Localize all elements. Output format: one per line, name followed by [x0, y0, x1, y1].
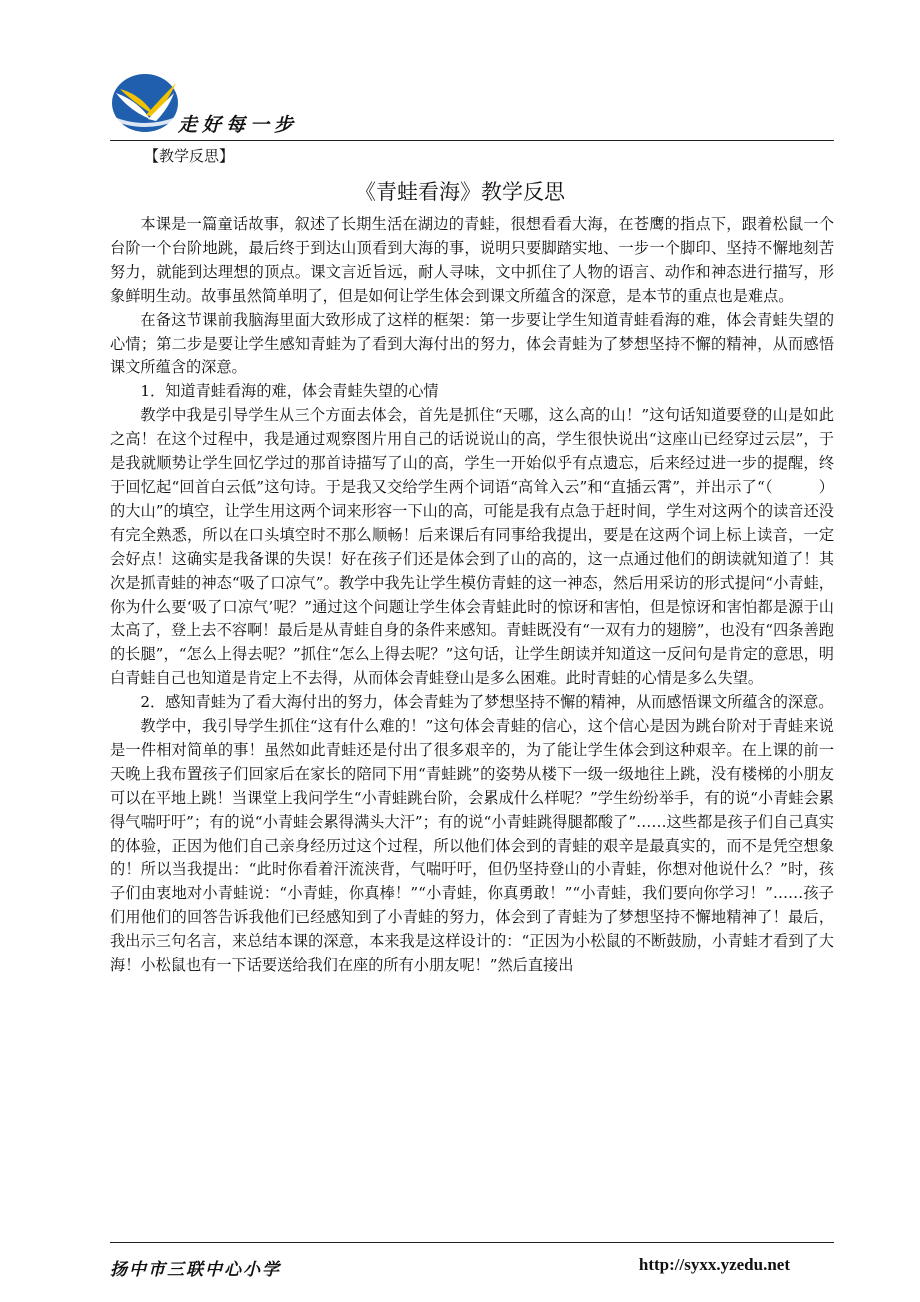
footer-school-name: 扬中市三联中心小学: [110, 1260, 281, 1280]
paragraph: 2．感知青蛙为了看大海付出的努力，体会青蛙为了梦想坚持不懈的精神，从而感悟课文所蕴含的深意。: [140, 693, 834, 712]
paragraph: 在备这节课前我脑海里面大致形成了这样的框架：第一步要让学生知道青蛙看海的难，体会青蛙失望的心情；第二步是要让学生感知青蛙为了看到大海付出的努力，体会青蛙为了梦想坚持不懈的精神，从而感悟课文所蕴含的深意。: [110, 310, 834, 377]
school-motto: 走好每一步: [178, 114, 299, 136]
document-body: [110, 213, 834, 978]
document-title: 《青蛙看海》教学反思: [355, 180, 565, 204]
paragraph: 本课是一篇童话故事，叙述了长期生活在湖边的青蛙，很想看看大海，在苍鹰的指点下，跟着松鼠一个台阶一个台阶地跳，最后终于到达山顶看到大海的事，说明只要脚踏实地、一步一个脚印、坚持不懈地刻苦努力，就能到达理想的顶点。课文言近旨远，耐人寻味，文中抓住了人物的语言、动作和神态进行描写，形象鲜明生动。故事虽然简单明了，但是如何让学生体会到课文所蕴含的深意，是本节的重点也是难点。: [110, 215, 834, 305]
school-logo-icon: [110, 71, 180, 133]
footer-url[interactable]: http://syxx.yzedu.net: [638, 1255, 790, 1274]
section-label: 【教学反思】: [144, 147, 235, 165]
header-divider: [110, 140, 834, 141]
paragraph: 1．知道青蛙看海的难，体会青蛙失望的心情: [140, 382, 439, 401]
paragraph: 教学中我是引导学生从三个方面去体会，首先是抓住“天哪，这么高的山！”这句话知道要登的山是如此之高！在这个过程中，我是通过观察图片用自己的话说说山的高，学生很快说出“这座山已经穿过云层”，于是我就顺势让学生回忆学过的那首诗描写了山的高，学生一开始似乎有点遗忘，后来经过进一步的提醒，终于回忆起“回首白云低”这句诗。于是我又交给学生两个词语“高耸入云”和“直插云霄”，并出示了“（ ）的大山”的填空，让学生用这两个词来形容一下山的高，可能是我有点急于赶时间，学生对这两个的读音还没有完全熟悉，所以在口头填空时不那么顺畅！后来课后有同事给我提出，要是在这两个词上标上读音，一定会好点！这确实是我备课的失误！好在孩子们还是体会到了山的高的，这一点通过他们的朗读就知道了！其次是抓青蛙的神态“吸了口凉气”。教学中我先让学生模仿青蛙的这一神态，然后用采访的形式提问“小青蛙，你为什么要‘吸了口凉气’呢？”通过这个问题让学生体会青蛙此时的惊讶和害怕，但是惊讶和害怕都是源于山太高了，登上去不容啊！最后是从青蛙自身的条件来感知。青蛙既没有“一双有力的翅膀”，也没有“四条善跑的长腿”，“怎么上得去呢？”抓住“怎么上得去呢？”这句话，让学生朗读并知道这一反问句是肯定的意思，明白青蛙自己也知道是肯定上不去得，从而体会青蛙登山是多么困难。此时青蛙的心情是多么失望。: [110, 406, 834, 688]
paragraph: 教学中，我引导学生抓住“这有什么难的！”这句体会青蛙的信心，这个信心是因为跳台阶对于青蛙来说是一件相对简单的事！虽然如此青蛙还是付出了很多艰辛的，为了能让学生体会到这种艰辛。在上课的前一天晚上我布置孩子们回家后在家长的陪同下用“青蛙跳”的姿势从楼下一级一级地往上跳，没有楼梯的小朋友可以在平地上跳！当课堂上我问学生“小青蛙跳台阶，会累成什么样呢？”学生纷纷举手，有的说“小青蛙会累得气喘吁吁”；有的说“小青蛙会累得满头大汗”；有的说“小青蛙跳得腿都酸了”……这些都是孩子们自己真实的体验，正因为他们自己亲身经历过这个过程，所以他们体会到的青蛙的艰辛是最真实的，而不是凭空想象的！所以当我提出：“此时你看着汗流浃背，气喘吁吁，但仍坚持登山的小青蛙，你想对他说什么？”时，孩子们由衷地对小青蛙说：“小青蛙，你真棒！”“小青蛙，你真勇敢！”“小青蛙，我们要向你学习！”……孩子们用他们的回答告诉我他们已经感知到了小青蛙的努力，体会到了青蛙为了梦想坚持不懈地精神了！最后，我出示三句名言，来总结本课的深意，本来我是这样设计的：“正因为小松鼠的不断鼓励，小青蛙才看到了大海！小松鼠也有一下话要送给我们在座的所有小朋友呢！”然后直接出: [110, 717, 834, 975]
footer-divider: [110, 1242, 834, 1243]
